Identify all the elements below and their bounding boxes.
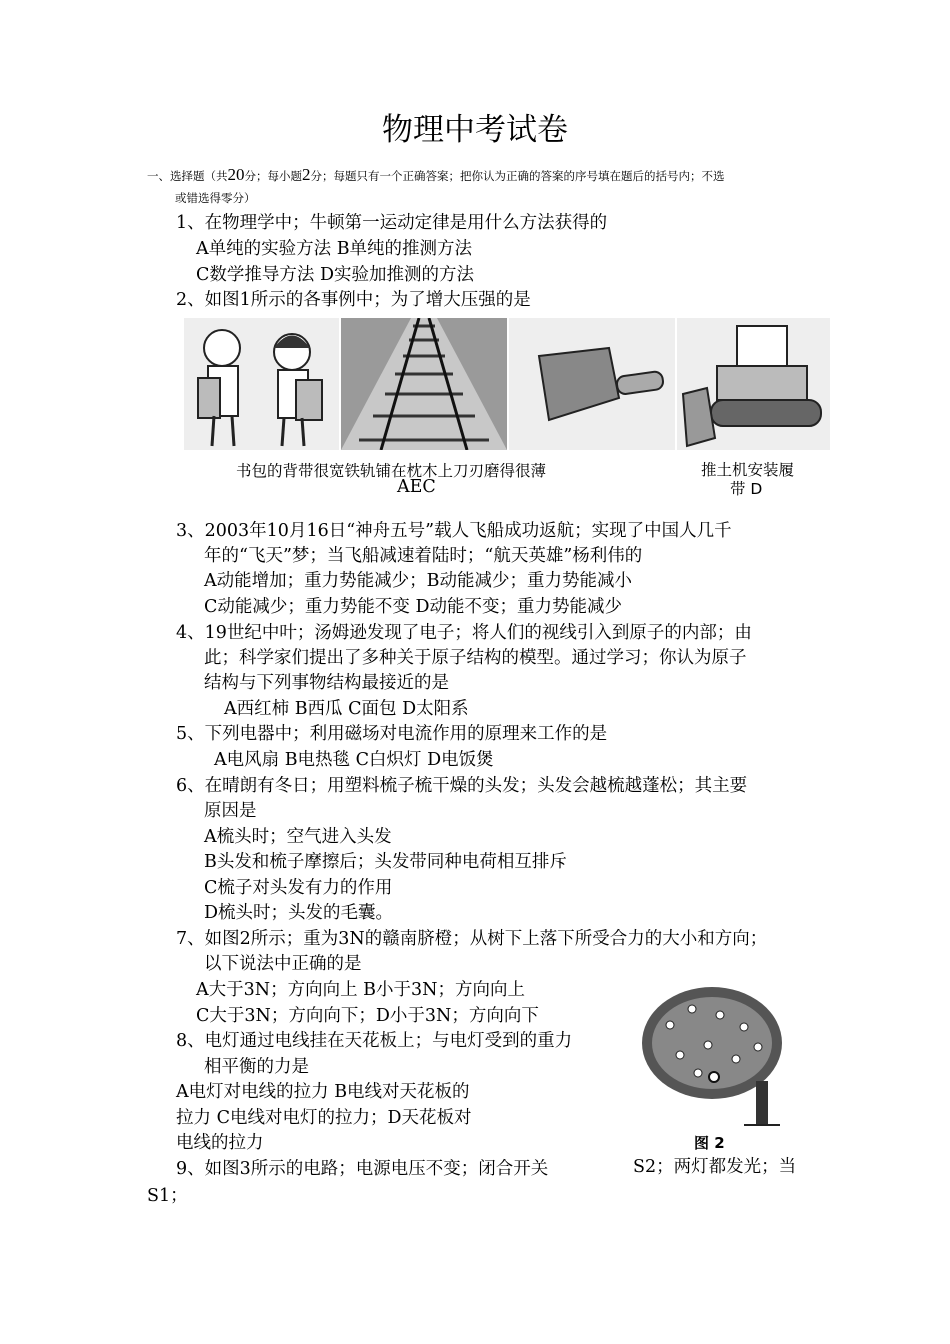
section-text-mid: 分；每小题 [244,169,302,183]
figure1-caption: 书包的背带很宽铁轨铺在枕木上刀刃磨得很薄 [236,462,547,480]
figure1-railway-image [341,318,507,450]
q8-line5: 电线的拉力 [176,1133,264,1153]
q9-line1: 9、如图3所示的电路；电源电压不变；闭合开关 [176,1159,549,1179]
q2-stem: 2、如图1所示的各事例中；为了增大压强的是 [176,290,531,310]
q4-line3: 结构与下列事物结构最接近的是 [204,673,449,693]
q4-line4: A西红柿 B西瓜 C面包 D太阳系 [224,699,469,719]
q6-line3: A梳头时；空气进入头发 [204,827,392,847]
orange-tree-illustration [640,985,785,1133]
section-heading [147,164,725,187]
knife-illustration [509,318,675,450]
section-text-pre: 一、选择题（共 [147,169,228,183]
q5-line2: A电风扇 B电热毯 C白炽灯 D电饭煲 [214,750,494,770]
bulldozer-illustration [677,318,830,450]
q8-line4: 拉力 C电线对电灯的拉力；D天花板对 [176,1108,472,1128]
q3-line3: A动能增加；重力势能减少；B动能减少；重力势能减小 [204,571,632,591]
q1-options-1: A单纯的实验方法 B单纯的推测方法 [196,239,473,259]
q7-line1: 7、如图2所示；重为3N的赣南脐橙；从树下上落下所受合力的大小和方向； [176,929,768,949]
figure1-schoolbag-image [184,318,339,450]
figure1-caption-letters: AEC [397,477,436,497]
q6-line6: D梳头时；头发的毛囊。 [204,903,394,923]
figure1-caption-right: 推土机安装履 [701,461,795,479]
q8-line2: 相平衡的力是 [204,1057,309,1077]
q6-line1: 6、在晴朗有冬日；用塑料梳子梳干燥的头发；头发会越梳越蓬松；其主要 [176,776,748,796]
q3-line4: C动能减少；重力势能不变 D动能不变；重力势能减少 [204,597,622,617]
q3-line1: 3、2003年10月16日“神舟五号”载人飞船成功返航；实现了中国人几千 [176,521,732,541]
q1-options-2: C数学推导方法 D实验加推测的方法 [196,265,474,285]
figure1-knife-image [509,318,675,450]
q6-line4: B头发和梳子摩擦后；头发带同种电荷相互排斥 [204,852,567,872]
q3-line2: 年的“飞天”梦；当飞船减速着陆时；“航天英雄”杨利伟的 [204,546,643,566]
figure1-bulldozer-image [677,318,830,450]
q9-line2: S1； [147,1186,188,1206]
q7-line3: A大于3N；方向向上 B小于3N；方向向上 [196,980,525,1000]
page-title: 物理中考试卷 [382,112,568,148]
q7-line4: C大于3N；方向向下；D小于3N；方向向下 [196,1006,539,1026]
section-text-post: 分；每题只有一个正确答案；把你认为正确的答案的序号填在题后的括号内；不选 [310,169,725,183]
q1-stem: 1、在物理学中；牛顿第一运动定律是用什么方法获得的 [176,213,608,233]
q4-line2: 此；科学家们提出了多种关于原子结构的模型。通过学习；你认为原子 [204,648,747,668]
figure1-caption-right-2: 带 D [730,480,763,496]
q4-line1: 4、19世纪中叶；汤姆逊发现了电子；将人们的视线引入到原子的内部；由 [176,623,752,643]
q8-line3: A电灯对电线的拉力 B电线对天花板的 [176,1082,470,1102]
schoolbag-illustration [184,318,339,450]
figure1-caption-right-clip [730,478,790,496]
figure2-label: 图 2 [694,1134,725,1152]
q6-line5: C梳子对头发有力的作用 [204,878,393,898]
figure2-orange-tree-image [640,985,785,1133]
q9-line1-continued: S2；两灯都发光；当 [633,1157,797,1177]
section-score-each: 2 [302,165,311,184]
railway-illustration [341,318,507,450]
q6-line2: 原因是 [204,801,257,821]
section-heading-line2: 或错选得零分） [175,191,256,205]
q5-line1: 5、下列电器中；利用磁场对电流作用的原理来工作的是 [176,724,608,744]
section-score-total: 20 [227,165,245,184]
q8-line1: 8、电灯通过电线挂在天花板上；与电灯受到的重力 [176,1031,573,1051]
q7-line2: 以下说法中正确的是 [204,954,362,974]
